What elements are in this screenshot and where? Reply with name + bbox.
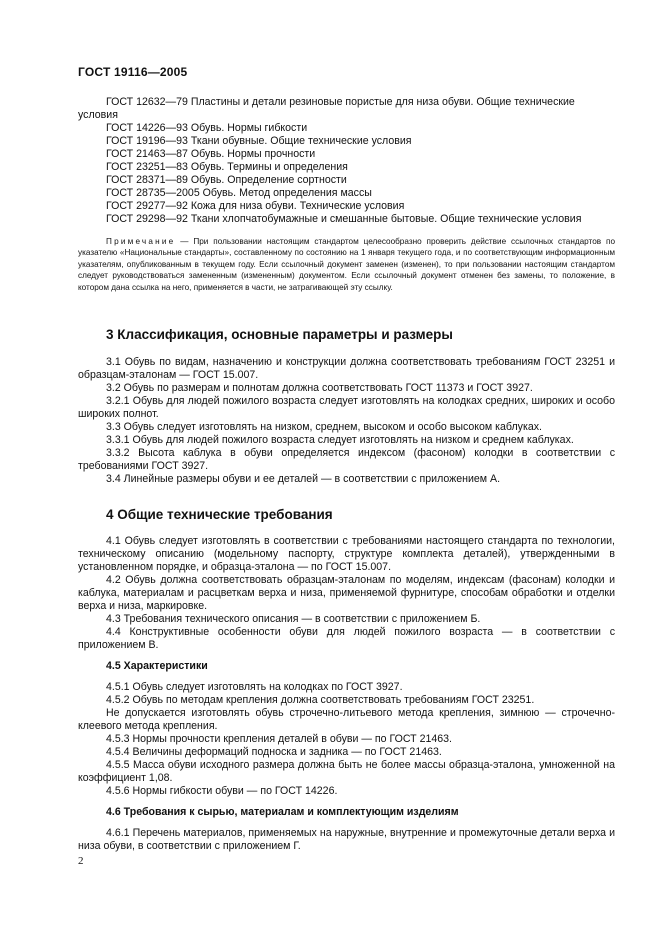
section-4-heading: 4 Общие технические требования <box>106 507 333 522</box>
paragraph: 4.5.5 Масса обуви исходного размера должна быть не более массы образца-эталона, умноженной на коэффициент 1,08. <box>78 759 615 784</box>
reference-item: ГОСТ 19196—93 Ткани обувные. Общие технические условия <box>106 135 412 147</box>
subsection-4-6-heading: 4.6 Требования к сырью, материалам и комплектующим изделиям <box>106 806 459 818</box>
reference-item: ГОСТ 29277—92 Кожа для низа обуви. Технические условия <box>106 200 405 212</box>
paragraph: 4.3 Требования технического описания — в соответствии с приложением Б. <box>106 613 481 625</box>
paragraph: 3.4 Линейные размеры обуви и ее деталей — в соответствии с приложением А. <box>106 473 501 485</box>
reference-item: ГОСТ 28371—89 Обувь. Определение сортности <box>106 174 347 186</box>
paragraph: 3.3.2 Высота каблука в обуви определяется индексом (фасоном) колодки в соответствии с требованиями ГОСТ 3927. <box>78 447 615 472</box>
paragraph: 4.2 Обувь должна соответствовать образцам-эталонам по моделям, индексам (фасонам) колодки и каблука, материалам и расцветкам верха и низа, применяемой фурнитуре, способам обработки и отделки верха и низа, маркировке. <box>78 574 615 612</box>
paragraph: 4.1 Обувь следует изготовлять в соответствии с требованиями настоящего стандарта по технологии, техническому описанию (модельному паспорту, структуре комплекта деталей), утвержденными в установленном порядке, и образца-эталона — по ГОСТ 15.007. <box>78 535 615 573</box>
section-3-body <box>78 356 615 486</box>
paragraph: 4.5.3 Нормы прочности крепления деталей в обуви — по ГОСТ 21463. <box>106 733 452 745</box>
reference-item: ГОСТ 29298—92 Ткани хлопчатобумажные и смешанные бытовые. Общие технические условия <box>106 213 582 225</box>
paragraph: 3.1 Обувь по видам, назначению и конструкции должна соответствовать требованиям ГОСТ 23251 и образцам-эталонам — ГОСТ 15.007. <box>78 356 615 381</box>
subsection-4-5-heading: 4.5 Характеристики <box>106 660 208 672</box>
reference-item-continuation: условия <box>78 109 118 121</box>
paragraph: 4.5.1 Обувь следует изготовлять на колодках по ГОСТ 3927. <box>106 681 403 693</box>
note-text: — При пользовании настоящим стандартом целесообразно проверить действие ссылочных стандартов по указателю «Национальные стандарты», составленному по состоянию на 1 января текущего года, и по соответствующим информационным указателям, опубликованным в текущем году. Если ссылочный документ заменен (изменен), то при пользовании настоящим стандартом следует руководствоваться замененным (измененным) документом. Если ссылочный документ отменен без замены, то положение, в котором дана ссылка на него, применяется в части, не затрагивающей эту ссылку. <box>78 237 615 292</box>
paragraph: 4.6.1 Перечень материалов, применяемых на наружные, внутренние и промежуточные детали верха и низа обуви, в соответствии с приложением Г. <box>78 827 615 852</box>
paragraph: 4.5.2 Обувь по методам крепления должна соответствовать требованиям ГОСТ 23251. <box>106 694 535 706</box>
note-label: Примечание <box>106 237 176 246</box>
paragraph: 3.3.1 Обувь для людей пожилого возраста следует изготовлять на низком и среднем каблуках. <box>106 434 574 446</box>
document-header: ГОСТ 19116—2005 <box>78 65 188 79</box>
paragraph: 4.5.6 Нормы гибкости обуви — по ГОСТ 14226. <box>106 785 338 797</box>
references-list <box>78 96 615 226</box>
paragraph: 4.4 Конструктивные особенности обуви для людей пожилого возраста — в соответствии с приложением В. <box>78 626 615 651</box>
reference-item: ГОСТ 21463—87 Обувь. Нормы прочности <box>106 148 316 160</box>
reference-item: ГОСТ 12632—79 Пластины и детали резиновые пористые для низа обуви. Общие технические <box>106 96 575 108</box>
reference-item: ГОСТ 28735—2005 Обувь. Метод определения массы <box>106 187 372 199</box>
reference-item: ГОСТ 14226—93 Обувь. Нормы гибкости <box>106 122 308 134</box>
section-3-heading: 3 Классификация, основные параметры и размеры <box>106 327 453 342</box>
reference-item: ГОСТ 23251—83 Обувь. Термины и определения <box>106 161 348 173</box>
section-4-body <box>78 535 615 853</box>
paragraph: 3.2 Обувь по размерам и полнотам должна соответствовать ГОСТ 11373 и ГОСТ 3927. <box>106 382 533 394</box>
note-paragraph <box>78 236 615 293</box>
paragraph: 3.2.1 Обувь для людей пожилого возраста следует изготовлять на колодках средних, широких и особо широких полнот. <box>78 395 615 420</box>
paragraph: 4.5.4 Величины деформаций подноска и задника — по ГОСТ 21463. <box>106 746 442 758</box>
page-number: 2 <box>78 855 84 867</box>
paragraph: Не допускается изготовлять обувь строчечно-литьевого метода крепления, зимнюю — строчечно-клеевого метода крепления. <box>78 707 615 732</box>
paragraph: 3.3 Обувь следует изготовлять на низком, среднем, высоком и особо высоком каблуках. <box>106 421 542 433</box>
